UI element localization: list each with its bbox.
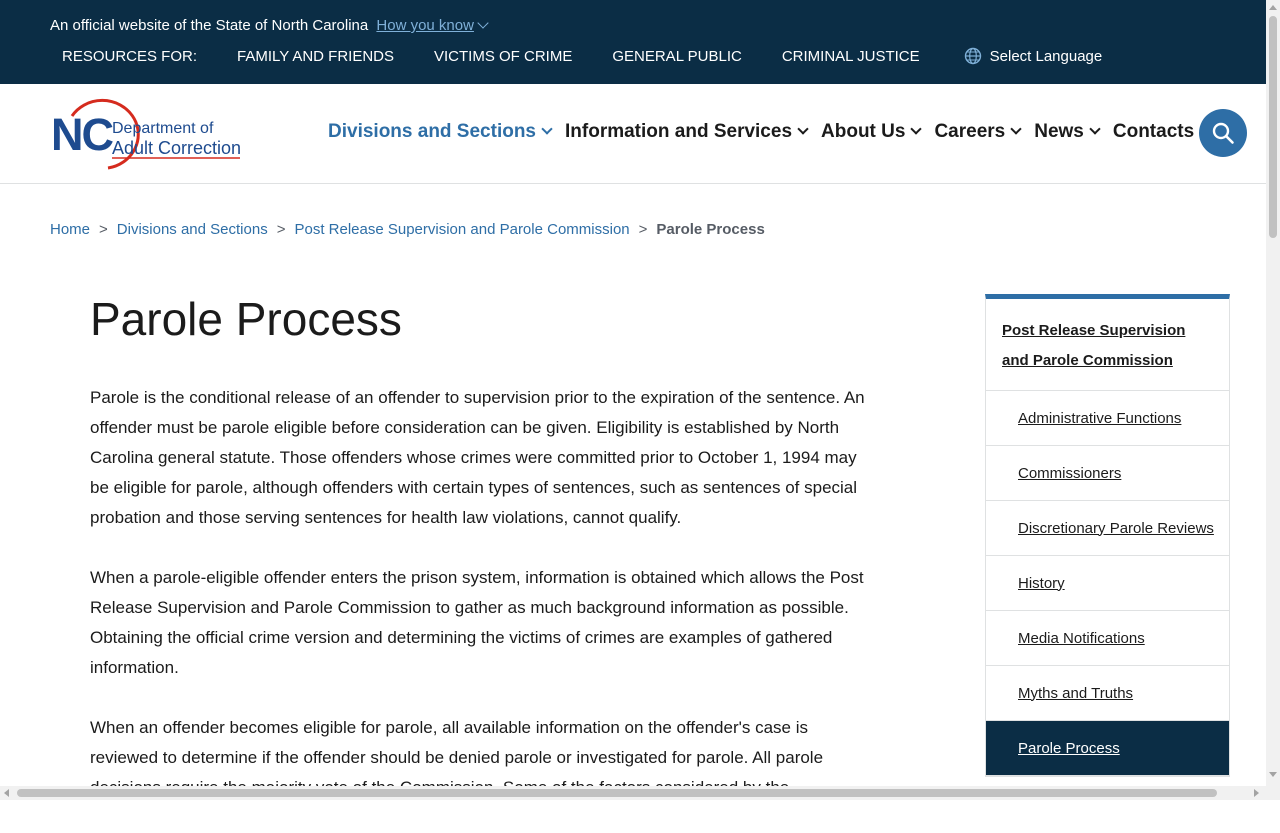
official-banner: [0, 0, 1266, 84]
resource-link-general-public[interactable]: GENERAL PUBLIC: [612, 47, 742, 65]
scroll-down-arrow-icon[interactable]: [1269, 772, 1277, 777]
breadcrumb-home[interactable]: Home: [50, 221, 91, 238]
resource-link-criminal-justice[interactable]: CRIMINAL JUSTICE: [781, 47, 920, 65]
resources-bar: [62, 47, 1102, 65]
breadcrumb: [50, 221, 765, 238]
site-header: [0, 84, 1266, 184]
scroll-right-arrow-icon[interactable]: [1254, 789, 1259, 797]
side-nav-parole-process[interactable]: Parole Process: [986, 721, 1229, 776]
logo-line-2: Adult Correction: [112, 138, 242, 158]
official-site-text: An official website of the State of North Carolina: [50, 17, 369, 34]
main-nav: [328, 121, 1223, 143]
search-button[interactable]: [1199, 109, 1247, 157]
breadcrumb-current: Parole Process: [656, 221, 765, 238]
side-nav-heading-link[interactable]: Post Release Supervision and Parole Commission: [986, 299, 1229, 391]
logo-abbreviation: NC: [51, 109, 112, 160]
body-paragraph: When an offender becomes eligible for parole, all available information on the offender's case is reviewed to determine if the offender should be denied parole or investigated for parole. All parole: [90, 718, 824, 767]
search-icon: [1211, 121, 1235, 145]
logo-line-1: Department of: [112, 120, 214, 137]
vertical-scrollbar[interactable]: [1266, 0, 1280, 800]
breadcrumb-post-release-supervision[interactable]: Post Release Supervision and Parole Commission: [294, 221, 630, 238]
resources-label: RESOURCES FOR:: [62, 47, 198, 65]
nav-careers[interactable]: Careers: [934, 121, 1020, 143]
side-nav-commissioners[interactable]: Commissioners: [986, 446, 1229, 501]
side-nav-myths-and-truths[interactable]: Myths and Truths: [986, 666, 1229, 721]
nav-information-and-services[interactable]: Information and Services: [565, 121, 807, 143]
chevron-down-icon: [797, 123, 808, 134]
breadcrumb-separator: >: [638, 221, 648, 238]
chevron-down-icon: [477, 17, 488, 28]
language-label: Select Language: [989, 47, 1103, 65]
section-side-nav: [985, 294, 1230, 777]
body-paragraph: Parole is the conditional release of an offender to supervision prior to the expiration of the sentence. An offender must be parole eligible before consideration can be given. Eligibility is established by North Carolina general statute. Those offenders whose crimes were committed prior to October 1, 1994 may be eligible for parole, although offenders with certain types of sentences, such as sentences of special probation and those serving sentences for health law violations, cannot qualify.: [90, 388, 865, 527]
nav-contacts[interactable]: Contacts: [1113, 121, 1209, 143]
chevron-down-icon: [541, 123, 552, 134]
page-body: [90, 383, 865, 833]
side-nav-history[interactable]: History: [986, 556, 1229, 611]
resource-link-victims-of-crime[interactable]: VICTIMS OF CRIME: [434, 47, 573, 65]
side-nav-media-notifications[interactable]: Media Notifications: [986, 611, 1229, 666]
language-selector[interactable]: [964, 47, 1103, 65]
horizontal-scrollbar-thumb[interactable]: [17, 789, 1217, 797]
breadcrumb-separator: >: [99, 221, 108, 238]
how-you-know-link[interactable]: How you know: [376, 17, 474, 34]
nav-divisions-and-sections[interactable]: Divisions and Sections: [328, 121, 551, 143]
globe-icon: [964, 47, 982, 65]
chevron-down-icon: [1089, 123, 1100, 134]
chevron-down-icon: [911, 123, 922, 134]
resource-link-family-and-friends[interactable]: FAMILY AND FRIENDS: [237, 47, 394, 65]
nav-about-us[interactable]: About Us: [821, 121, 920, 143]
breadcrumb-divisions-and-sections[interactable]: Divisions and Sections: [116, 221, 268, 238]
scroll-up-arrow-icon[interactable]: [1269, 5, 1277, 10]
vertical-scrollbar-thumb[interactable]: [1269, 16, 1277, 238]
horizontal-scrollbar[interactable]: [0, 786, 1266, 800]
breadcrumb-separator: >: [276, 221, 286, 238]
scroll-left-arrow-icon[interactable]: [4, 789, 9, 797]
side-nav-discretionary-parole-reviews[interactable]: Discretionary Parole Reviews: [986, 501, 1229, 556]
page-title: Parole Process: [90, 293, 402, 345]
official-site-notice: [50, 17, 487, 34]
side-nav-administrative-functions[interactable]: Administrative Functions: [986, 391, 1229, 446]
body-paragraph: When a parole-eligible offender enters the prison system, information is obtained which allows the Post Release Supervision and Parole Commission to gather as much background information as possible. Obtaining the official crime version and determining the victims of crimes are examples of gathered information.: [90, 568, 864, 677]
site-logo[interactable]: [50, 96, 245, 172]
chevron-down-icon: [1011, 123, 1022, 134]
nav-news[interactable]: News: [1034, 121, 1099, 143]
